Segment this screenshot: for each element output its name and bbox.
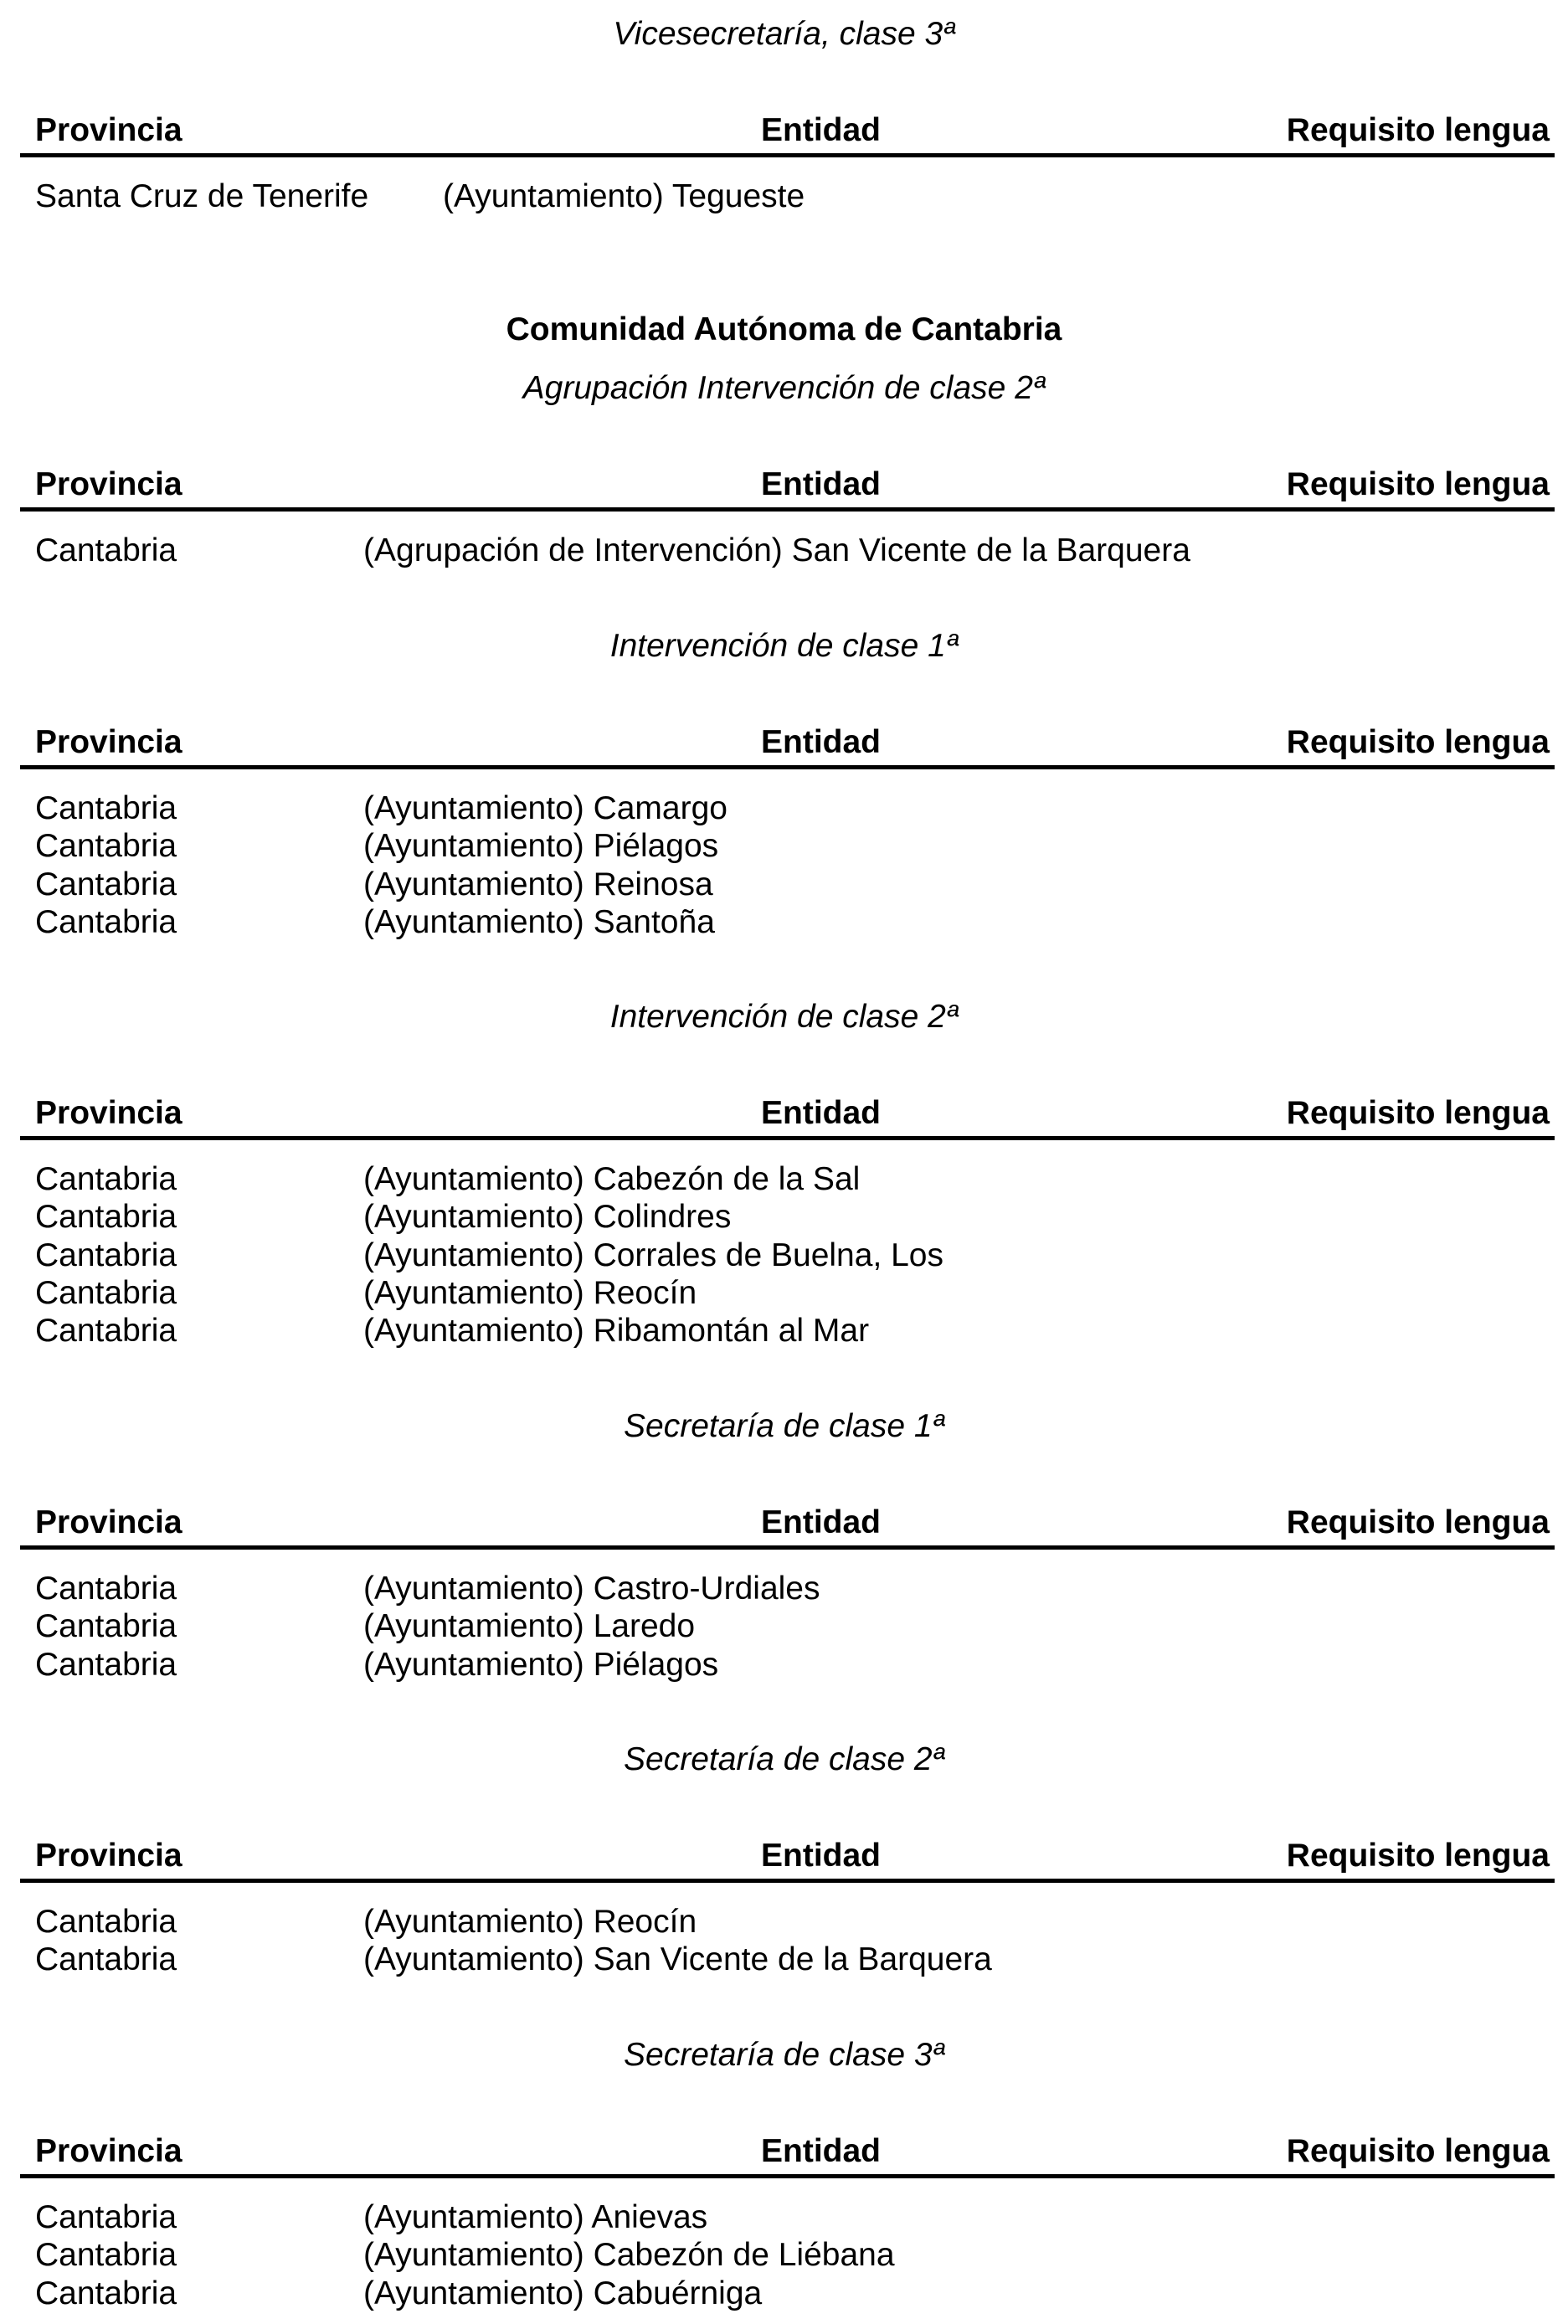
- section-title: Intervención de clase 2ª: [609, 999, 959, 1035]
- table-row: [20, 1312, 1555, 1350]
- header-provincia: Provincia: [35, 1504, 183, 1540]
- cell-provincia: Cantabria: [35, 1199, 177, 1236]
- header-entidad: Entidad: [761, 1504, 881, 1540]
- header-requisito-lengua: Requisito lengua: [1286, 1095, 1550, 1131]
- table-row: [20, 1646, 1555, 1684]
- header-provincia: Provincia: [35, 466, 183, 502]
- header-provincia: Provincia: [35, 1838, 183, 1874]
- header-requisito-lengua: Requisito lengua: [1286, 1504, 1550, 1540]
- section-title: Vicesecretaría, clase 3ª: [613, 16, 955, 52]
- table-header: [20, 111, 1555, 157]
- cell-entidad: (Ayuntamiento) Cabezón de la Sal: [363, 1161, 861, 1197]
- table-row: [20, 1237, 1555, 1274]
- cell-entidad: (Ayuntamiento) Reinosa: [363, 866, 713, 902]
- table-row: [20, 866, 1555, 903]
- cell-provincia: Cantabria: [35, 903, 177, 940]
- table-row: [20, 1941, 1555, 1978]
- community-title: Comunidad Autónoma de Cantabria: [506, 311, 1062, 347]
- table-row: [20, 1274, 1555, 1312]
- cell-provincia: Cantabria: [35, 828, 177, 865]
- table-body: [20, 1903, 1555, 1979]
- table-body: [20, 1570, 1555, 1684]
- header-entidad: Entidad: [761, 1838, 881, 1874]
- section-title: Secretaría de clase 1ª: [624, 1408, 944, 1444]
- table-body: [20, 177, 1555, 215]
- cell-provincia: Cantabria: [35, 1904, 177, 1940]
- table-row: [20, 177, 1555, 215]
- section-title: Secretaría de clase 3ª: [624, 2037, 944, 2073]
- header-requisito-lengua: Requisito lengua: [1286, 2133, 1550, 2169]
- table-header: [20, 1094, 1555, 1140]
- header-requisito-lengua: Requisito lengua: [1286, 1838, 1550, 1874]
- header-provincia: Provincia: [35, 724, 183, 760]
- table-row: [20, 1160, 1555, 1198]
- cell-provincia: Cantabria: [35, 1941, 177, 1978]
- table-body: [20, 2198, 1555, 2312]
- cell-provincia: Cantabria: [35, 866, 177, 902]
- table-row: [20, 827, 1555, 865]
- header-entidad: Entidad: [761, 724, 881, 760]
- header-entidad: Entidad: [761, 466, 881, 502]
- cell-entidad: (Ayuntamiento) Corrales de Buelna, Los: [363, 1237, 943, 1273]
- cell-provincia: Cantabria: [35, 1313, 177, 1350]
- cell-entidad: (Ayuntamiento) Santoña: [363, 903, 715, 940]
- cell-provincia: Cantabria: [35, 1608, 177, 1645]
- header-entidad: Entidad: [761, 112, 881, 148]
- table-row: [20, 903, 1555, 941]
- section-title: Agrupación Intervención de clase 2ª: [522, 370, 1046, 406]
- cell-entidad: (Ayuntamiento) Reocín: [363, 1904, 697, 1940]
- cell-provincia: Cantabria: [35, 1161, 177, 1197]
- cell-provincia: Cantabria: [35, 1237, 177, 1273]
- cell-entidad: (Ayuntamiento) Colindres: [363, 1199, 732, 1236]
- table-row: [20, 1903, 1555, 1941]
- cell-entidad: (Ayuntamiento) Cabezón de Liébana: [363, 2237, 895, 2274]
- cell-provincia: Cantabria: [35, 2237, 177, 2274]
- table-row: [20, 1607, 1555, 1645]
- cell-entidad: (Ayuntamiento) Castro-Urdiales: [363, 1571, 820, 1607]
- header-provincia: Provincia: [35, 1095, 183, 1131]
- header-provincia: Provincia: [35, 112, 183, 148]
- section-title: Intervención de clase 1ª: [609, 628, 959, 664]
- header-requisito-lengua: Requisito lengua: [1286, 112, 1550, 148]
- cell-provincia: Cantabria: [35, 1274, 177, 1311]
- cell-provincia: Cantabria: [35, 2275, 177, 2311]
- cell-entidad: (Ayuntamiento) Camargo: [363, 790, 727, 826]
- cell-entidad: (Ayuntamiento) Tegueste: [443, 178, 805, 214]
- cell-entidad: (Ayuntamiento) Anievas: [363, 2199, 708, 2235]
- cell-entidad: (Ayuntamiento) Ribamontán al Mar: [363, 1313, 870, 1350]
- header-requisito-lengua: Requisito lengua: [1286, 724, 1550, 760]
- cell-entidad: (Ayuntamiento) Cabuérniga: [363, 2275, 763, 2311]
- table-row: [20, 2198, 1555, 2236]
- table-header: [20, 2132, 1555, 2178]
- cell-entidad: (Ayuntamiento) San Vicente de la Barquera: [363, 1941, 992, 1978]
- cell-provincia: Cantabria: [35, 790, 177, 826]
- cell-provincia: Santa Cruz de Tenerife: [35, 178, 369, 214]
- table-row: [20, 1198, 1555, 1236]
- header-requisito-lengua: Requisito lengua: [1286, 466, 1550, 502]
- table-body: [20, 789, 1555, 941]
- table-row: [20, 2236, 1555, 2274]
- table-header: [20, 1837, 1555, 1883]
- table-header: [20, 1504, 1555, 1550]
- cell-entidad: (Ayuntamiento) Reocín: [363, 1274, 697, 1311]
- cell-entidad: (Ayuntamiento) Piélagos: [363, 828, 719, 865]
- cell-entidad: (Agrupación de Intervención) San Vicente de la Barquera: [363, 532, 1190, 568]
- table-header: [20, 465, 1555, 512]
- cell-entidad: (Ayuntamiento) Laredo: [363, 1608, 696, 1645]
- header-entidad: Entidad: [761, 2133, 881, 2169]
- header-provincia: Provincia: [35, 2133, 183, 2169]
- table-body: [20, 532, 1555, 569]
- header-entidad: Entidad: [761, 1095, 881, 1131]
- cell-provincia: Cantabria: [35, 1571, 177, 1607]
- table-body: [20, 1160, 1555, 1350]
- table-row: [20, 1570, 1555, 1607]
- cell-provincia: Cantabria: [35, 2199, 177, 2235]
- table-row: [20, 532, 1555, 569]
- cell-entidad: (Ayuntamiento) Piélagos: [363, 1646, 719, 1683]
- section-title: Secretaría de clase 2ª: [624, 1741, 944, 1777]
- cell-provincia: Cantabria: [35, 532, 177, 568]
- cell-provincia: Cantabria: [35, 1646, 177, 1683]
- table-row: [20, 789, 1555, 827]
- table-row: [20, 2275, 1555, 2312]
- table-header: [20, 723, 1555, 769]
